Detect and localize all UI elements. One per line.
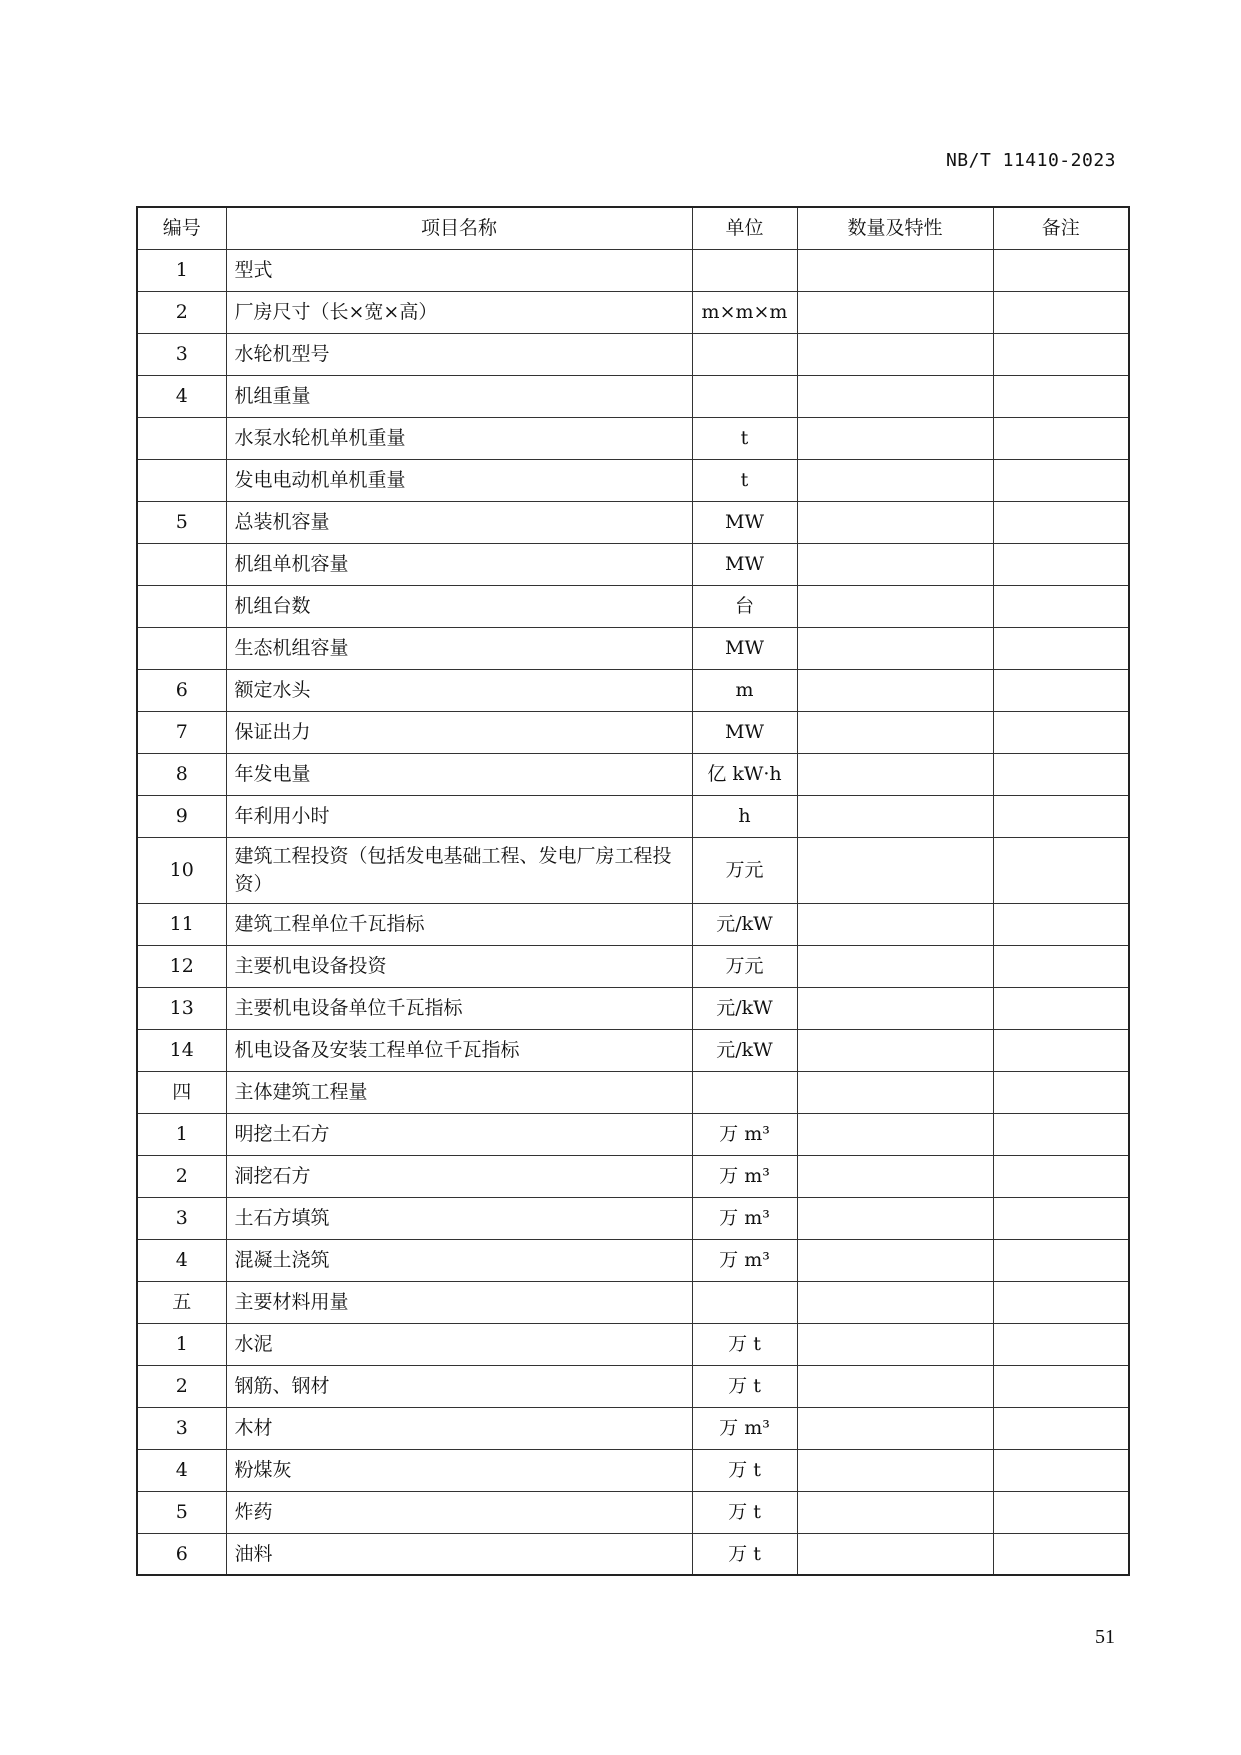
table-body — [137, 249, 1129, 1575]
row-quantity — [797, 1449, 993, 1491]
row-number — [137, 627, 226, 669]
table-row — [137, 1239, 1129, 1281]
row-item-name: 油料 — [226, 1533, 692, 1575]
row-number: 7 — [137, 711, 226, 753]
row-item-name: 土石方填筑 — [226, 1197, 692, 1239]
row-remark — [993, 459, 1129, 501]
row-item-name: 生态机组容量 — [226, 627, 692, 669]
row-number: 12 — [137, 945, 226, 987]
row-remark — [993, 1365, 1129, 1407]
row-item-name: 机电设备及安装工程单位千瓦指标 — [226, 1029, 692, 1071]
table-row — [137, 501, 1129, 543]
row-quantity — [797, 711, 993, 753]
table-row — [137, 291, 1129, 333]
table-row — [137, 711, 1129, 753]
row-number: 4 — [137, 1239, 226, 1281]
row-number: 10 — [137, 837, 226, 903]
row-item-name: 炸药 — [226, 1491, 692, 1533]
row-remark — [993, 1155, 1129, 1197]
row-remark — [993, 543, 1129, 585]
row-number: 11 — [137, 903, 226, 945]
row-item-name: 保证出力 — [226, 711, 692, 753]
row-remark — [993, 1071, 1129, 1113]
row-item-name: 年利用小时 — [226, 795, 692, 837]
row-unit: t — [692, 417, 797, 459]
table-row — [137, 1029, 1129, 1071]
table-row — [137, 1071, 1129, 1113]
row-unit: 元/kW — [692, 903, 797, 945]
row-number: 五 — [137, 1281, 226, 1323]
table-row — [137, 903, 1129, 945]
row-remark — [993, 1533, 1129, 1575]
row-remark — [993, 291, 1129, 333]
row-unit: 万 m³ — [692, 1155, 797, 1197]
table-row — [137, 1491, 1129, 1533]
row-quantity — [797, 1239, 993, 1281]
row-number: 3 — [137, 1407, 226, 1449]
header-number: 编号 — [137, 207, 226, 249]
row-remark — [993, 711, 1129, 753]
row-item-name: 机组台数 — [226, 585, 692, 627]
table-row — [137, 1407, 1129, 1449]
table-row — [137, 543, 1129, 585]
row-unit: 万 t — [692, 1323, 797, 1365]
row-remark — [993, 795, 1129, 837]
row-remark — [993, 417, 1129, 459]
table-row — [137, 1155, 1129, 1197]
project-specification-table — [136, 206, 1130, 1576]
row-remark — [993, 375, 1129, 417]
row-number: 2 — [137, 1155, 226, 1197]
row-quantity — [797, 249, 993, 291]
row-remark — [993, 987, 1129, 1029]
row-remark — [993, 501, 1129, 543]
row-unit — [692, 1071, 797, 1113]
row-unit — [692, 249, 797, 291]
header-unit: 单位 — [692, 207, 797, 249]
row-remark — [993, 1113, 1129, 1155]
row-quantity — [797, 1197, 993, 1239]
row-item-name: 木材 — [226, 1407, 692, 1449]
row-item-name: 明挖土石方 — [226, 1113, 692, 1155]
row-unit: 亿 kW·h — [692, 753, 797, 795]
row-unit: MW — [692, 627, 797, 669]
row-number: 8 — [137, 753, 226, 795]
row-unit: t — [692, 459, 797, 501]
row-number: 9 — [137, 795, 226, 837]
row-quantity — [797, 945, 993, 987]
row-remark — [993, 837, 1129, 903]
row-number: 5 — [137, 1491, 226, 1533]
row-remark — [993, 669, 1129, 711]
row-number — [137, 417, 226, 459]
row-remark — [993, 1197, 1129, 1239]
row-remark — [993, 903, 1129, 945]
row-quantity — [797, 1533, 993, 1575]
row-unit: 万 t — [692, 1533, 797, 1575]
row-number: 13 — [137, 987, 226, 1029]
row-remark — [993, 1407, 1129, 1449]
row-unit: 万 t — [692, 1449, 797, 1491]
header-quantity-characteristics: 数量及特性 — [797, 207, 993, 249]
row-number — [137, 585, 226, 627]
table-row — [137, 249, 1129, 291]
row-number: 3 — [137, 1197, 226, 1239]
row-remark — [993, 1491, 1129, 1533]
table-row — [137, 1449, 1129, 1491]
row-unit: MW — [692, 501, 797, 543]
row-unit: 万 t — [692, 1491, 797, 1533]
row-quantity — [797, 585, 993, 627]
row-remark — [993, 1239, 1129, 1281]
row-quantity — [797, 627, 993, 669]
row-quantity — [797, 987, 993, 1029]
row-remark — [993, 1449, 1129, 1491]
row-quantity — [797, 291, 993, 333]
row-quantity — [797, 1113, 993, 1155]
row-quantity — [797, 417, 993, 459]
row-remark — [993, 945, 1129, 987]
row-item-name: 厂房尺寸（长×宽×高） — [226, 291, 692, 333]
row-unit: MW — [692, 711, 797, 753]
row-unit: 万元 — [692, 837, 797, 903]
row-quantity — [797, 1155, 993, 1197]
row-remark — [993, 1281, 1129, 1323]
row-item-name: 钢筋、钢材 — [226, 1365, 692, 1407]
row-remark — [993, 753, 1129, 795]
page-number: 51 — [1095, 1626, 1115, 1648]
row-item-name: 水泵水轮机单机重量 — [226, 417, 692, 459]
table-row — [137, 1533, 1129, 1575]
table-row — [137, 945, 1129, 987]
row-number: 2 — [137, 1365, 226, 1407]
row-quantity — [797, 903, 993, 945]
row-unit — [692, 375, 797, 417]
table-row — [137, 1197, 1129, 1239]
row-item-name: 型式 — [226, 249, 692, 291]
row-item-name: 总装机容量 — [226, 501, 692, 543]
row-item-name: 建筑工程单位千瓦指标 — [226, 903, 692, 945]
row-quantity — [797, 459, 993, 501]
row-unit: 万 m³ — [692, 1197, 797, 1239]
table-row — [137, 669, 1129, 711]
row-remark — [993, 1323, 1129, 1365]
row-remark — [993, 627, 1129, 669]
row-item-name: 水泥 — [226, 1323, 692, 1365]
row-number: 四 — [137, 1071, 226, 1113]
row-number: 6 — [137, 669, 226, 711]
row-remark — [993, 333, 1129, 375]
row-quantity — [797, 1365, 993, 1407]
row-item-name: 额定水头 — [226, 669, 692, 711]
table-row — [137, 417, 1129, 459]
row-quantity — [797, 1029, 993, 1071]
row-unit: 元/kW — [692, 987, 797, 1029]
header-item-name: 项目名称 — [226, 207, 692, 249]
row-quantity — [797, 1281, 993, 1323]
row-number: 4 — [137, 1449, 226, 1491]
row-unit — [692, 333, 797, 375]
row-number: 2 — [137, 291, 226, 333]
row-item-name: 主要材料用量 — [226, 1281, 692, 1323]
table-header-row — [137, 207, 1129, 249]
row-item-name: 混凝土浇筑 — [226, 1239, 692, 1281]
row-unit: MW — [692, 543, 797, 585]
row-quantity — [797, 333, 993, 375]
row-unit: 万 m³ — [692, 1407, 797, 1449]
row-item-name: 水轮机型号 — [226, 333, 692, 375]
row-number: 4 — [137, 375, 226, 417]
row-unit — [692, 1281, 797, 1323]
table-row — [137, 1113, 1129, 1155]
row-remark — [993, 1029, 1129, 1071]
row-item-name: 发电电动机单机重量 — [226, 459, 692, 501]
table-row — [137, 375, 1129, 417]
row-item-name: 主体建筑工程量 — [226, 1071, 692, 1113]
row-quantity — [797, 1407, 993, 1449]
row-quantity — [797, 669, 993, 711]
row-quantity — [797, 795, 993, 837]
table-row — [137, 1281, 1129, 1323]
standard-code: NB/T 11410-2023 — [945, 150, 1116, 171]
table-row — [137, 987, 1129, 1029]
row-quantity — [797, 543, 993, 585]
row-number — [137, 459, 226, 501]
table-row — [137, 795, 1129, 837]
row-quantity — [797, 1491, 993, 1533]
row-unit: 万 m³ — [692, 1113, 797, 1155]
row-unit: 万 m³ — [692, 1239, 797, 1281]
row-item-name: 建筑工程投资（包括发电基础工程、发电厂房工程投资） — [226, 837, 692, 903]
header-remarks: 备注 — [993, 207, 1129, 249]
row-number: 1 — [137, 1323, 226, 1365]
row-number: 6 — [137, 1533, 226, 1575]
row-unit: m — [692, 669, 797, 711]
row-number: 5 — [137, 501, 226, 543]
row-remark — [993, 585, 1129, 627]
row-number: 1 — [137, 1113, 226, 1155]
row-item-name: 主要机电设备单位千瓦指标 — [226, 987, 692, 1029]
row-item-name: 年发电量 — [226, 753, 692, 795]
row-quantity — [797, 501, 993, 543]
row-quantity — [797, 837, 993, 903]
table-row — [137, 837, 1129, 903]
row-number: 3 — [137, 333, 226, 375]
row-unit: 万元 — [692, 945, 797, 987]
row-item-name: 主要机电设备投资 — [226, 945, 692, 987]
row-quantity — [797, 1071, 993, 1113]
row-number: 14 — [137, 1029, 226, 1071]
row-unit: 万 t — [692, 1365, 797, 1407]
table-row — [137, 1323, 1129, 1365]
row-unit: 台 — [692, 585, 797, 627]
row-number: 1 — [137, 249, 226, 291]
table-row — [137, 753, 1129, 795]
row-quantity — [797, 375, 993, 417]
table-row — [137, 459, 1129, 501]
row-quantity — [797, 1323, 993, 1365]
row-number — [137, 543, 226, 585]
row-remark — [993, 249, 1129, 291]
row-item-name: 粉煤灰 — [226, 1449, 692, 1491]
row-unit: m×m×m — [692, 291, 797, 333]
row-item-name: 洞挖石方 — [226, 1155, 692, 1197]
table-row — [137, 627, 1129, 669]
table-row — [137, 585, 1129, 627]
row-unit: 元/kW — [692, 1029, 797, 1071]
table-row — [137, 1365, 1129, 1407]
row-unit: h — [692, 795, 797, 837]
row-item-name: 机组重量 — [226, 375, 692, 417]
row-item-name: 机组单机容量 — [226, 543, 692, 585]
row-quantity — [797, 753, 993, 795]
table-row — [137, 333, 1129, 375]
